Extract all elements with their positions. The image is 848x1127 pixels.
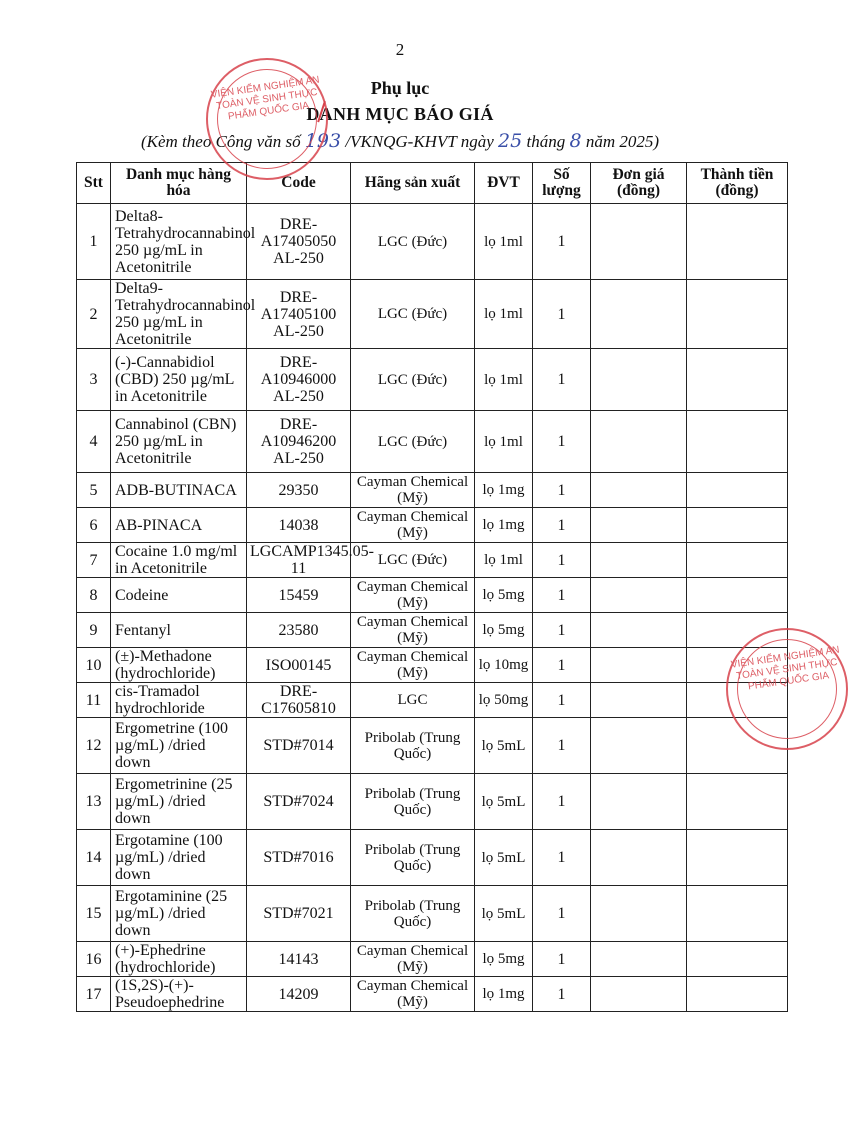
row-item-name: cis-Tramadol hydrochloride [111,683,247,718]
row-manufacturer: Cayman Chemical (Mỹ) [351,942,475,977]
row-quantity: 1 [533,204,591,280]
row-total [687,830,788,886]
official-seal [206,58,328,180]
row-item-name: Cannabinol (CBN) 250 µg/mL in Acetonitrile [111,411,247,473]
row-total [687,473,788,508]
row-code: 15459 [247,578,351,613]
row-quantity: 1 [533,942,591,977]
row-unit-price [591,830,687,886]
row-manufacturer: Cayman Chemical (Mỹ) [351,977,475,1012]
table-row [77,411,788,473]
day-handwritten: 25 [498,130,523,152]
row-manufacturer: Cayman Chemical (Mỹ) [351,613,475,648]
row-code: 29350 [247,473,351,508]
header-unit: ĐVT [475,163,533,204]
row-unit: lọ 1ml [475,204,533,280]
row-unit-price [591,204,687,280]
row-code: STD#7021 [247,886,351,942]
row-item-name: (±)-Methadone (hydrochloride) [111,648,247,683]
row-code: STD#7016 [247,830,351,886]
row-unit: lọ 1mg [475,508,533,543]
row-unit: lọ 5mL [475,718,533,774]
row-total [687,508,788,543]
row-manufacturer: Cayman Chemical (Mỹ) [351,578,475,613]
table-body [77,204,788,1012]
row-code: LGCAMP1345.05-11 [247,543,351,578]
row-stt: 10 [77,648,111,683]
row-stt: 15 [77,886,111,942]
table-row [77,683,788,718]
row-unit-price [591,411,687,473]
row-unit-price [591,886,687,942]
row-unit-price [591,543,687,578]
table-row [77,648,788,683]
row-unit: lọ 1ml [475,349,533,411]
row-code: 14038 [247,508,351,543]
row-stt: 5 [77,473,111,508]
row-item-name: Delta9-Tetrahydrocannabinol 250 µg/mL in Acetonitrile [111,280,247,349]
row-stt: 7 [77,543,111,578]
table-row [77,473,788,508]
table-row [77,508,788,543]
row-quantity: 1 [533,280,591,349]
table-row [77,942,788,977]
row-item-name: (+)-Ephedrine (hydrochloride) [111,942,247,977]
row-manufacturer: Pribolab (Trung Quốc) [351,718,475,774]
row-code: DRE-A17405050 AL-250 [247,204,351,280]
row-item-name: ADB-BUTINACA [111,473,247,508]
row-unit-price [591,774,687,830]
table-row [77,204,788,280]
row-quantity: 1 [533,683,591,718]
seal-text: VIỆN KIỂM NGHIỆM AN TOÀN VỆ SINH THỰC PHẨM QUỐC GIA [730,644,841,693]
row-item-name: Ergometrinine (25 µg/mL) /dried down [111,774,247,830]
table-row [77,977,788,1012]
row-total [687,411,788,473]
row-unit: lọ 1ml [475,411,533,473]
row-manufacturer: Cayman Chemical (Mỹ) [351,473,475,508]
row-unit-price [591,718,687,774]
table-row [77,349,788,411]
row-stt: 3 [77,349,111,411]
document-title: DANH MỤC BÁO GIÁ [306,104,494,124]
seal-text: VIỆN KIỂM NGHIỆM AN TOÀN VỆ SINH THỰC PHẨM QUỐC GIA [210,74,321,123]
row-total [687,774,788,830]
subtitle [0,130,800,152]
table-row [77,774,788,830]
table-row [77,830,788,886]
row-unit-price [591,648,687,683]
month-handwritten: 8 [569,130,582,152]
row-item-name: Ergometrine (100 µg/mL) /dried down [111,718,247,774]
row-stt: 12 [77,718,111,774]
doc-number-handwritten: 193 [304,130,342,152]
row-total [687,578,788,613]
row-item-name: Fentanyl [111,613,247,648]
table-row [77,886,788,942]
table-header-row [77,163,788,204]
page-number: 2 [395,40,405,59]
row-quantity: 1 [533,543,591,578]
row-manufacturer: Pribolab (Trung Quốc) [351,774,475,830]
table-row [77,578,788,613]
row-item-name: Delta8-Tetrahydrocannabinol 250 µg/mL in Acetonitrile [111,204,247,280]
row-unit-price [591,349,687,411]
row-code: 14209 [247,977,351,1012]
row-unit-price [591,683,687,718]
row-quantity: 1 [533,774,591,830]
quotation-table [76,162,788,1012]
row-unit: lọ 5mg [475,578,533,613]
header-quantity: Số lượng [533,163,591,204]
row-manufacturer: Cayman Chemical (Mỹ) [351,508,475,543]
table-row [77,280,788,349]
row-total [687,886,788,942]
row-quantity: 1 [533,977,591,1012]
row-manufacturer: Pribolab (Trung Quốc) [351,830,475,886]
row-stt: 11 [77,683,111,718]
row-stt: 8 [77,578,111,613]
row-total [687,543,788,578]
row-unit: lọ 5mg [475,613,533,648]
row-stt: 1 [77,204,111,280]
row-quantity: 1 [533,613,591,648]
row-manufacturer: Cayman Chemical (Mỹ) [351,648,475,683]
row-quantity: 1 [533,473,591,508]
row-unit-price [591,977,687,1012]
table-row [77,613,788,648]
row-stt: 17 [77,977,111,1012]
row-code: STD#7014 [247,718,351,774]
row-unit-price [591,280,687,349]
row-code: 23580 [247,613,351,648]
row-quantity: 1 [533,830,591,886]
row-unit: lọ 1mg [475,473,533,508]
row-quantity: 1 [533,349,591,411]
row-code: STD#7024 [247,774,351,830]
row-item-name: Ergotamine (100 µg/mL) /dried down [111,830,247,886]
row-unit-price [591,508,687,543]
header-code: Code [247,163,351,204]
row-quantity: 1 [533,886,591,942]
row-item-name: Ergotaminine (25 µg/mL) /dried down [111,886,247,942]
row-unit-price [591,613,687,648]
row-total [687,204,788,280]
row-quantity: 1 [533,411,591,473]
header-unit-price: Đơn giá (đồng) [591,163,687,204]
row-item-name: Cocaine 1.0 mg/ml in Acetonitrile [111,543,247,578]
row-quantity: 1 [533,718,591,774]
row-manufacturer: Pribolab (Trung Quốc) [351,886,475,942]
header-stt: Stt [77,163,111,204]
row-item-name: AB-PINACA [111,508,247,543]
row-unit: lọ 1ml [475,280,533,349]
table-row [77,543,788,578]
row-manufacturer: LGC (Đức) [351,411,475,473]
row-unit: lọ 5mg [475,942,533,977]
row-manufacturer: LGC (Đức) [351,280,475,349]
subtitle-prefix: (Kèm theo Công văn số [140,132,301,151]
row-stt: 6 [77,508,111,543]
row-unit-price [591,473,687,508]
row-code: ISO00145 [247,648,351,683]
row-unit: lọ 5mL [475,886,533,942]
row-unit: lọ 1mg [475,977,533,1012]
header-item: Danh mục hàng hóa [111,163,247,204]
row-total [687,349,788,411]
row-stt: 16 [77,942,111,977]
row-code: DRE-A10946000 AL-250 [247,349,351,411]
official-seal-margin [726,628,848,750]
row-quantity: 1 [533,578,591,613]
row-unit: lọ 5mL [475,774,533,830]
header-total: Thành tiền (đồng) [687,163,788,204]
row-item-name: (1S,2S)-(+)-Pseudoephedrine [111,977,247,1012]
year-label: năm 2025) [585,132,660,151]
row-stt: 14 [77,830,111,886]
row-unit: lọ 5mL [475,830,533,886]
row-manufacturer: LGC (Đức) [351,543,475,578]
row-manufacturer: LGC (Đức) [351,204,475,280]
appendix-title: Phụ lục [370,78,430,98]
row-manufacturer: LGC [351,683,475,718]
row-total [687,280,788,349]
month-label: tháng [526,132,566,151]
row-code: DRE-A10946200 AL-250 [247,411,351,473]
table-row [77,718,788,774]
row-total [687,942,788,977]
row-unit-price [591,942,687,977]
row-stt: 4 [77,411,111,473]
row-code: DRE-C17605810 [247,683,351,718]
row-manufacturer: LGC (Đức) [351,349,475,411]
header-manufacturer: Hãng sản xuất [351,163,475,204]
row-quantity: 1 [533,648,591,683]
row-item-name: Codeine [111,578,247,613]
row-quantity: 1 [533,508,591,543]
row-item-name: (-)-Cannabidiol (CBD) 250 µg/mL in Acetonitrile [111,349,247,411]
row-total [687,977,788,1012]
row-stt: 9 [77,613,111,648]
row-unit: lọ 50mg [475,683,533,718]
row-code: 14143 [247,942,351,977]
row-unit: lọ 1ml [475,543,533,578]
row-unit: lọ 10mg [475,648,533,683]
row-stt: 2 [77,280,111,349]
row-code: DRE-A17405100 AL-250 [247,280,351,349]
row-unit-price [591,578,687,613]
row-stt: 13 [77,774,111,830]
subtitle-middle: /VKNQG-KHVT ngày [345,132,494,151]
